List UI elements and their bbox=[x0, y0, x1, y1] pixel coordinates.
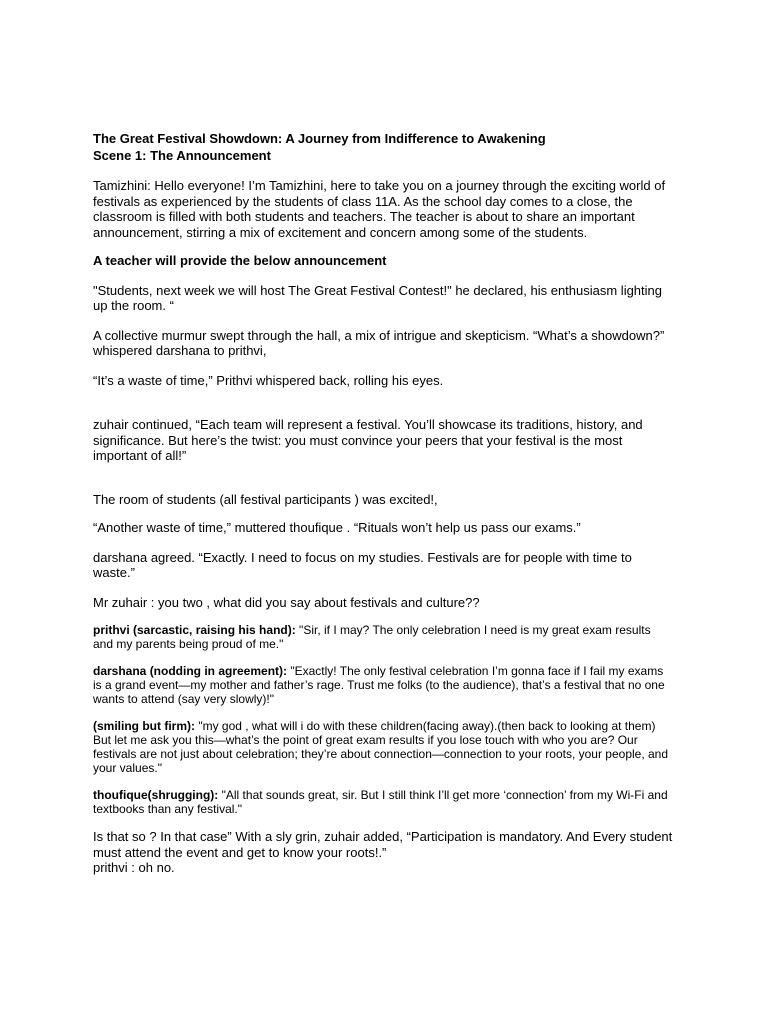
speaker-label: (smiling but firm): bbox=[93, 719, 195, 733]
paragraph-murmur: A collective murmur swept through the hall, a mix of intrigue and skepticism. “What’s a showdown?” whispered darshana to prithvi, bbox=[93, 327, 665, 358]
intro-paragraph: Tamizhini: Hello everyone! I’m Tamizhini, here to take you on a journey through the exciting world of festivals as experienced by the students of class 11A. As the school day comes to a close, the classroom is filled with both students and teachers. The teacher is about to share an important announcement, stirring a mix of excitement and concern among some of the students. bbox=[93, 178, 666, 240]
speaker-label: thoufique(shrugging): bbox=[93, 788, 219, 802]
paragraph-mr-zuhair: Mr zuhair : you two , what did you say about festivals and culture?? bbox=[93, 594, 480, 610]
dialogue-text: "All that sounds great, sir. But I still think I’ll get more ‘connection’ from my Wi-Fi and textbooks than any festival." bbox=[93, 788, 668, 816]
dialogue-text: "Sir, if I may? The only celebration I need is my great exam results and my parents being proud of me." bbox=[93, 623, 651, 651]
paragraph-room: The room of students (all festival participants ) was excited!, bbox=[93, 491, 438, 507]
paragraph-waste: “It’s a waste of time,” Prithvi whispered back, rolling his eyes. bbox=[93, 372, 444, 388]
dialogue-text: "Exactly! The only festival celebration I’m gonna face if I fail my exams is a grand event—my mother and father’s rage. Trust me folks (to the audience), that’s a festival that no one wants to attend (say very slowly)!" bbox=[93, 664, 665, 706]
paragraph-prithvi-oh-no: prithvi : oh no. bbox=[93, 860, 175, 875]
document-body bbox=[93, 131, 673, 876]
speaker-label: darshana (nodding in agreement): bbox=[93, 664, 288, 678]
dialogue-teacher bbox=[93, 719, 673, 775]
dialogue-prithvi bbox=[93, 623, 673, 651]
paragraph-darshana: darshana agreed. “Exactly. I need to focus on my studies. Festivals are for people with time to waste.” bbox=[93, 549, 632, 580]
dialogue-darshana bbox=[93, 664, 673, 706]
dialogue-thoufique bbox=[93, 788, 673, 816]
document-title: The Great Festival Showdown: A Journey from Indifference to Awakening bbox=[93, 131, 546, 146]
dialogue-text: "my god , what will i do with these children(facing away).(then back to looking at them) But let me ask you this—what’s the point of great exam results if you lose touch with who you are? Our festivals are not just about celebration; they’re about connection—connection to your roots, your people, and your values." bbox=[93, 719, 669, 775]
announcement-heading: A teacher will provide the below announcement bbox=[93, 253, 387, 268]
speaker-label: prithvi (sarcastic, raising his hand): bbox=[93, 623, 296, 637]
paragraph-zuhair: zuhair continued, “Each team will represent a festival. You’ll showcase its traditions, history, and significance. But here’s the twist: you must convince your peers that your festival is the most important of all!” bbox=[93, 417, 643, 463]
paragraph-thoufique: “Another waste of time,” muttered thoufique . “Rituals won’t help us pass our exams.” bbox=[93, 520, 581, 535]
paragraph-final: Is that so ? In that case” With a sly grin, zuhair added, “Participation is mandatory. And Every student must attend the event and get to know your roots!.” bbox=[93, 829, 673, 860]
paragraph-students: "Students, next week we will host The Great Festival Contest!" he declared, his enthusiasm lighting up the room. “ bbox=[93, 282, 662, 313]
scene-heading: Scene 1: The Announcement bbox=[93, 147, 271, 163]
